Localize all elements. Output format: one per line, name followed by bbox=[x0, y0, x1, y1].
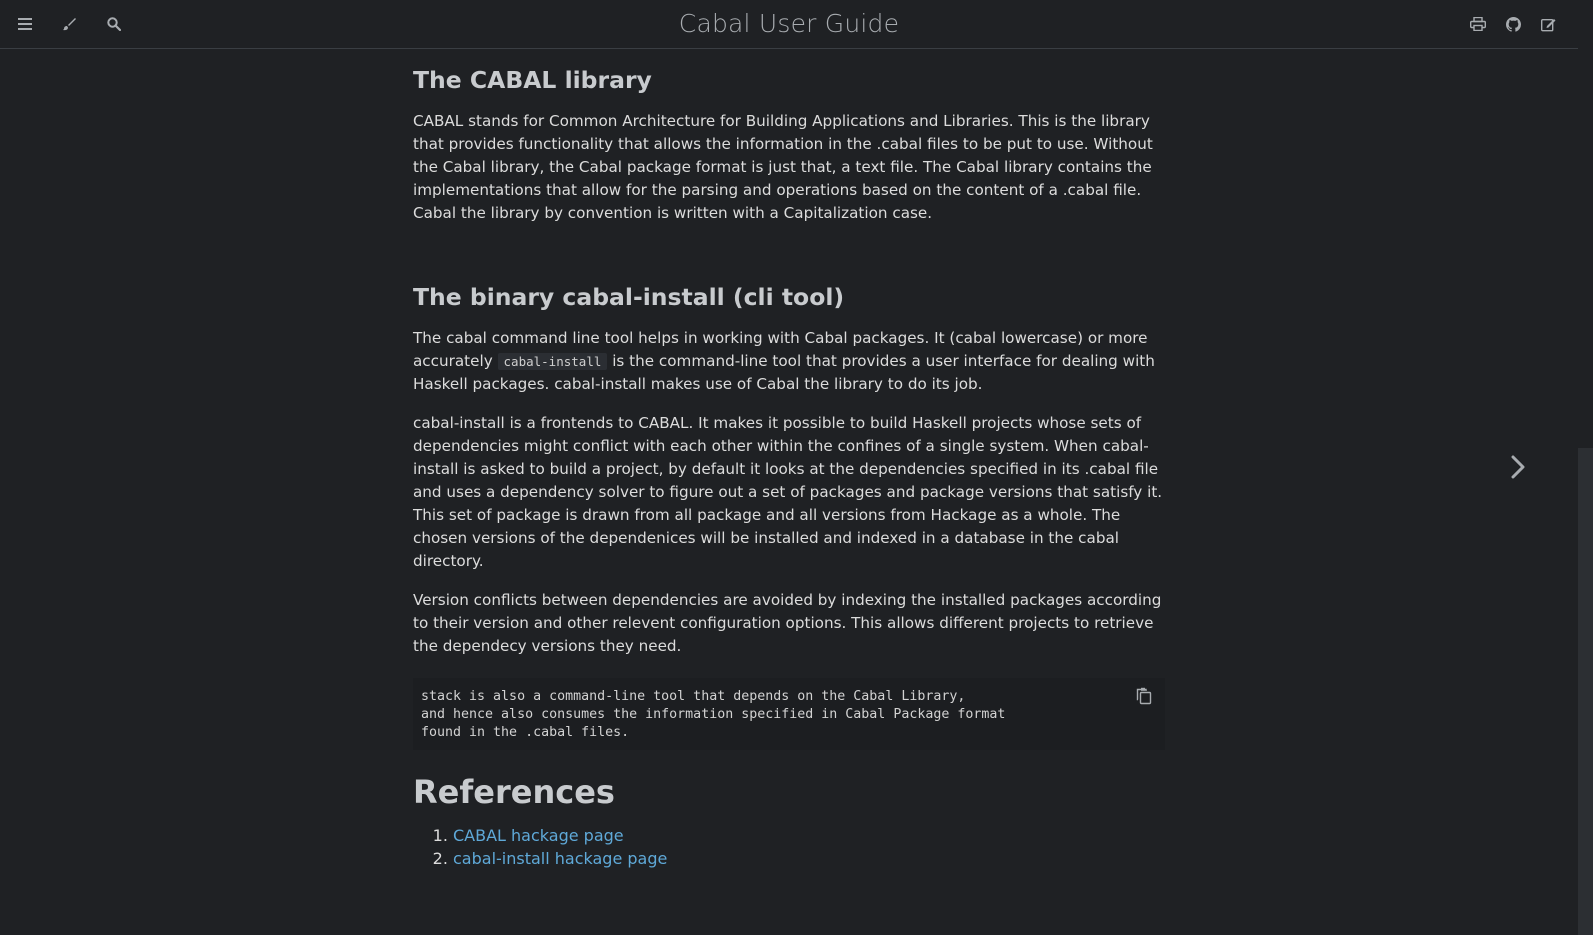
paragraph-cabal-install-intro bbox=[413, 327, 1165, 396]
inline-code-cabal-install: cabal-install bbox=[498, 353, 608, 370]
references-list bbox=[413, 824, 1165, 870]
heading-references: References bbox=[413, 773, 615, 811]
heading-cabal-library: The CABAL library bbox=[413, 66, 652, 94]
scrollbar[interactable] bbox=[1578, 0, 1593, 935]
main-content bbox=[413, 60, 1165, 870]
paragraph-text: The cabal command line tool helps in working with Cabal packages. It (cabal lowercase) or more accurately bbox=[413, 329, 1148, 370]
heading-cabal-install: The binary cabal-install (cli tool) bbox=[413, 283, 845, 311]
github-icon[interactable] bbox=[1503, 14, 1523, 34]
next-page-button[interactable] bbox=[1505, 452, 1531, 482]
code-block-text: stack is also a command-line tool that depends on the Cabal Library, and hence also consumes the information specified in Cabal Package format found in the .cabal files. bbox=[421, 689, 1006, 740]
chevron-right-icon bbox=[1510, 454, 1526, 480]
print-icon[interactable] bbox=[1468, 14, 1488, 34]
paragraph-version-conflicts: Version conflicts between dependencies are avoided by indexing the installed packages according to their version and other relevent configuration options. This allows different projects to retrieve the dependecy versions they need. bbox=[413, 591, 1162, 655]
link-cabal-install-hackage[interactable]: cabal-install hackage page bbox=[453, 849, 668, 868]
link-cabal-hackage[interactable]: CABAL hackage page bbox=[453, 826, 624, 845]
book-title: Cabal User Guide bbox=[678, 9, 900, 38]
paragraph-cabal-install-frontend: cabal-install is a frontends to CABAL. It makes it possible to build Haskell projects whose sets of dependencies might conflict with each other within the confines of a single system. When cabal-install is asked to build a project, by default it looks at the dependencies specified in its .cabal file and uses a dependency solver to figure out a set of packages and package versions that satisfy it. This set of package is drawn from all package and all versions from Hackage as a whole. The chosen versions of the dependenices will be installed and indexed in a database in the cabal directory. bbox=[413, 414, 1163, 570]
list-item bbox=[453, 824, 1165, 847]
scrollbar-thumb[interactable] bbox=[1578, 448, 1593, 935]
code-block bbox=[413, 678, 1165, 750]
paragraph-text: is the command-line tool that provides a user interface for dealing with Haskell packages. cabal-install makes use of Cabal the library to do its job. bbox=[413, 352, 1155, 393]
copy-icon[interactable] bbox=[1135, 687, 1153, 705]
edit-icon[interactable] bbox=[1538, 14, 1558, 34]
list-item bbox=[453, 847, 1165, 870]
paragraph-cabal-library: CABAL stands for Common Architecture for Building Applications and Libraries. This is the library that provides functionality that allows the information in the .cabal files to be put to use. Without the Cabal library, the Cabal package format is just that, a text file. The Cabal library contains the implementations that allow for the parsing and operations based on the content of a .cabal file. Cabal the library by convention is written with a Capitalization case. bbox=[413, 112, 1153, 222]
top-menu-bar bbox=[0, 0, 1578, 49]
